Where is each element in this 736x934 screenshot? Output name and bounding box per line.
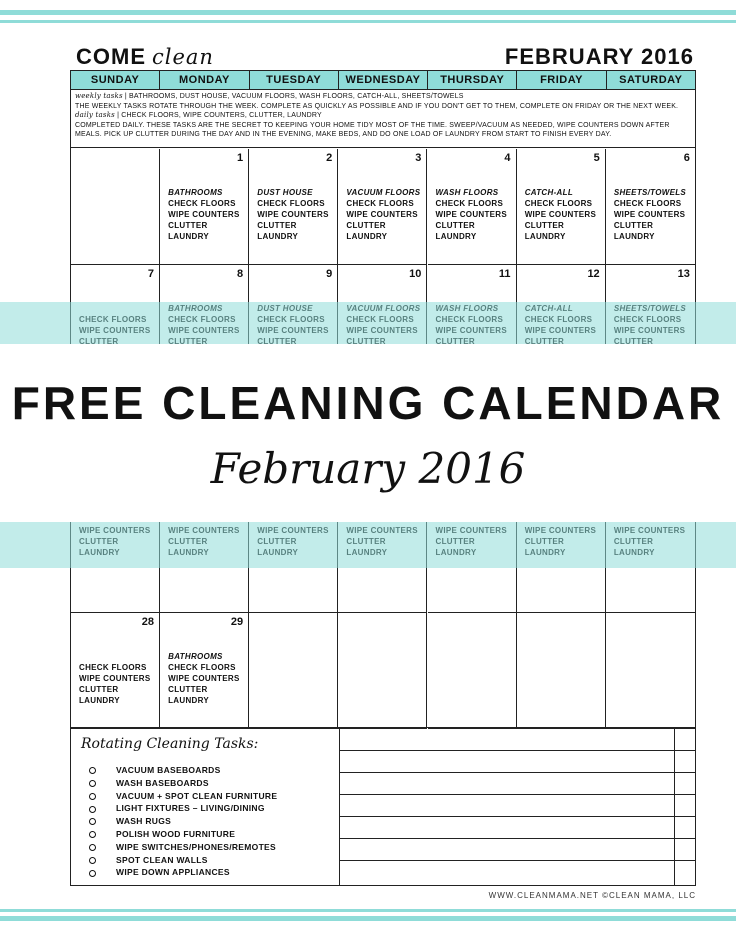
rotating-tasks-box	[70, 728, 696, 886]
top-stripe-2	[0, 20, 736, 23]
day-number: 11	[498, 268, 511, 280]
note-line	[340, 772, 696, 773]
note-line	[340, 860, 696, 861]
day-number: 29	[230, 616, 244, 628]
daily-task: CHECK FLOORS	[168, 199, 236, 208]
circle-icon	[89, 793, 96, 800]
daily-task: CHECK FLOORS	[257, 199, 325, 208]
day-thursday: THURSDAY	[428, 71, 517, 89]
bottom-stripe-2	[0, 916, 736, 921]
cell-tasks	[436, 187, 507, 242]
weekly-task: SHEETS/TOWELS	[613, 188, 687, 197]
day-number: 13	[677, 268, 690, 280]
daily-task: WIPE COUNTERS	[346, 210, 418, 219]
teal-band-lower	[0, 522, 736, 568]
note-line	[340, 838, 696, 839]
daily-task: CHECK FLOORS	[435, 199, 504, 208]
day-friday: FRIDAY	[517, 71, 606, 89]
daily-task: LAUNDRY	[257, 232, 299, 241]
daily-task: LAUNDRY	[435, 232, 477, 241]
cell-tasks	[525, 187, 596, 242]
weekly-task: CATCH-ALL	[524, 188, 574, 197]
daily-task: CHECK FLOORS	[524, 199, 593, 208]
daily-task: LAUNDRY	[168, 232, 210, 241]
day-number: 2	[326, 152, 333, 164]
weekly-task: DUST HOUSE	[257, 188, 313, 197]
day-number: 10	[409, 268, 422, 280]
cell-tasks	[346, 187, 420, 242]
teal-band-upper	[0, 302, 736, 344]
daily-task: CLUTTER	[257, 221, 297, 230]
rotating-item: WIPE DOWN APPLIANCES	[89, 866, 277, 879]
daily-task: CLUTTER	[613, 221, 654, 230]
rotating-list	[89, 764, 277, 879]
notes-lines	[339, 728, 695, 886]
footer-credit: WWW.CLEANMAMA.NET ©CLEAN MAMA, LLC	[488, 891, 696, 900]
daily-task: WIPE COUNTERS	[524, 210, 597, 219]
day-cell	[160, 149, 249, 265]
banner-subtitle: February 2016	[210, 444, 526, 493]
day-cell	[338, 149, 427, 265]
circle-icon	[89, 857, 96, 864]
daily-list: | CHECK FLOORS, WIPE COUNTERS, CLUTTER, LAUNDRY	[114, 112, 322, 119]
rotating-item: WIPE SWITCHES/PHONES/REMOTES	[89, 841, 277, 854]
banner-title: FREE CLEANING CALENDAR	[11, 377, 725, 429]
daily-task: LAUNDRY	[524, 232, 566, 241]
daily-task: WIPE COUNTERS	[79, 674, 151, 683]
daily-task: WIPE COUNTERS	[435, 210, 508, 219]
day-cell	[606, 613, 695, 729]
cell-tasks	[168, 651, 239, 706]
rotating-item: WASH RUGS	[89, 815, 277, 828]
circle-icon	[89, 780, 96, 787]
day-number: 8	[237, 268, 244, 280]
rotating-item: VACUUM + SPOT CLEAN FURNITURE	[89, 790, 277, 803]
day-cell	[249, 149, 338, 265]
day-cell	[338, 613, 427, 729]
task-instructions	[71, 90, 695, 148]
rotating-item: LIGHT FIXTURES – LIVING/DINING	[89, 802, 277, 815]
circle-icon	[89, 806, 96, 813]
daily-task: CHECK FLOORS	[346, 199, 415, 208]
circle-icon	[89, 870, 96, 877]
rotating-item: VACUUM BASEBOARDS	[89, 764, 277, 777]
daily-task: CLUTTER	[79, 685, 119, 694]
daily-task: LAUNDRY	[346, 232, 388, 241]
circle-icon	[89, 767, 96, 774]
daily-task: WIPE COUNTERS	[168, 674, 240, 683]
daily-task: CHECK FLOORS	[613, 199, 682, 208]
daily-desc: COMPLETED DAILY. THESE TASKS ARE THE SECRET TO KEEPING YOUR HOME TIDY MOST OF THE TIME. SWEEP/VACUUM AS NEEDED, WIPE COUNTERS DOWN AFTER MEALS. PICK UP CLUTTER DURING THE DAY AND IN THE EVENING, MAKE BEDS, AND DO ONE LOAD OF LAUNDRY FROM START TO FINISH EVERY DAY.	[75, 121, 670, 138]
day-cell	[428, 149, 517, 265]
day-tuesday: TUESDAY	[250, 71, 339, 89]
day-number: 7	[147, 268, 154, 280]
day-cell	[71, 149, 160, 265]
day-number: 1	[237, 152, 244, 164]
cell-tasks	[168, 187, 239, 242]
day-cell	[160, 613, 249, 729]
daily-task: CLUTTER	[168, 685, 208, 694]
daily-label: daily tasks	[75, 111, 115, 119]
day-number: 3	[415, 152, 422, 164]
day-number: 9	[326, 268, 333, 280]
cell-tasks	[79, 651, 150, 706]
day-sunday: SUNDAY	[71, 71, 160, 89]
weekly-task: BATHROOMS	[168, 188, 223, 197]
note-line	[340, 750, 696, 751]
rotating-item: WASH BASEBOARDS	[89, 777, 277, 790]
day-saturday: SATURDAY	[619, 74, 683, 86]
month-title: FEBRUARY 2016	[504, 44, 694, 69]
circle-icon	[89, 818, 96, 825]
check-column-line	[674, 728, 675, 886]
daily-task: CHECK FLOORS	[79, 663, 147, 672]
weekly-task: WASH FLOORS	[435, 188, 499, 197]
day-cell	[249, 613, 338, 729]
weekly-desc: THE WEEKLY TASKS ROTATE THROUGH THE WEEK. COMPLETE AS QUICKLY AS POSSIBLE AND IF YOU DON'T GET TO THEM, COMPLETE ON FRIDAY OR THE NEXT WEEK.	[75, 102, 679, 110]
daily-task: CHECK FLOORS	[168, 663, 236, 672]
daily-task: LAUNDRY	[168, 696, 210, 705]
top-stripe-1	[0, 10, 736, 15]
daily-task: CLUTTER	[346, 221, 386, 230]
weekday-header	[71, 71, 695, 90]
bottom-stripe-1	[0, 909, 736, 912]
daily-task: CLUTTER	[435, 221, 475, 230]
daily-task: WIPE COUNTERS	[257, 210, 329, 219]
circle-icon	[89, 844, 96, 851]
daily-task: WIPE COUNTERS	[613, 210, 686, 219]
weekly-list: | BATHROOMS, DUST HOUSE, VACUUM FLOORS, WASH FLOORS, CATCH-ALL, SHEETS/TOWELS	[122, 93, 464, 100]
day-cell	[517, 149, 606, 265]
day-cell	[71, 613, 160, 729]
day-monday: MONDAY	[160, 71, 249, 89]
weekly-task: BATHROOMS	[168, 652, 223, 661]
day-cell	[606, 149, 695, 265]
brand-title: COME clean	[76, 44, 214, 69]
day-number: 6	[683, 152, 690, 164]
day-number: 12	[587, 268, 600, 280]
note-line	[340, 794, 696, 795]
rotating-title: Rotating Cleaning Tasks:	[81, 736, 259, 752]
cell-tasks	[614, 187, 686, 242]
rotating-item: POLISH WOOD FURNITURE	[89, 828, 277, 841]
title-banner	[0, 344, 736, 522]
weekly-label: weekly tasks	[75, 92, 123, 100]
day-cell	[517, 613, 606, 729]
daily-task: LAUNDRY	[613, 232, 655, 241]
cell-tasks	[257, 187, 328, 242]
daily-task: CLUTTER	[524, 221, 565, 230]
day-number: 28	[141, 616, 154, 628]
weekly-task: VACUUM FLOORS	[346, 188, 421, 197]
day-cell	[428, 613, 517, 729]
daily-task: CLUTTER	[168, 221, 208, 230]
circle-icon	[89, 831, 96, 838]
day-wednesday: WEDNESDAY	[339, 71, 428, 89]
daily-task: WIPE COUNTERS	[168, 210, 240, 219]
daily-task: LAUNDRY	[79, 696, 120, 705]
note-line	[340, 816, 696, 817]
day-number: 4	[504, 152, 511, 164]
rotating-item: SPOT CLEAN WALLS	[89, 854, 277, 867]
day-number: 5	[593, 152, 600, 164]
